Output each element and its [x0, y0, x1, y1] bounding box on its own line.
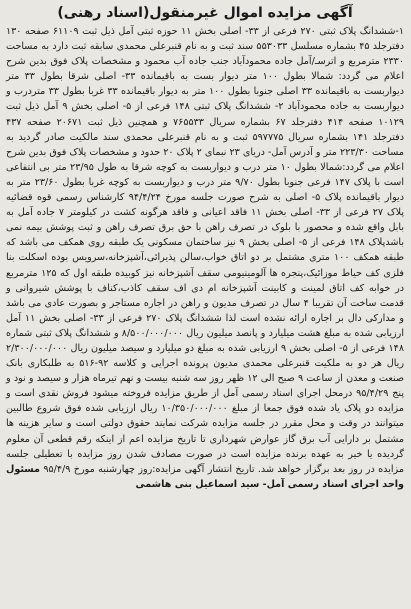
notice-body-text: ۱-ششدانگ پلاک ثبتی ۲۷۰ فرعی از ۳۳- اصلی بخش ۱۱ حوزه ثبتی آمل ذیل ثبت ۶۱۱۰۹ صفحه ۱۳۰ دفترجلد ۴۵ بشماره مسلسل ۵۵۳۰۳۳ سند ثبت و به نام قنبرعلی محمدی سابقه ثبت دارد به مساحت ۲۳۳۰ مترمربع و اترسـ/آمل جاده محمودآباد جنب جاده آب محمود و مشخصات پلاک فوق بدین شرح اعلام می گردد: شمالا بطول ۱۰۰ متر دیوار بست به باقیمانده ۳۳- اصلی شرقا بطول ۳۳ متر دیواربست به باقیمانده ۳۳ اصلی جنوبا بطول ۱۰۰ متر به دیوار باقیمانده ۳۳ غربا بطول ۳۳ متردرب و دیواربست به جاده محمودآباد ۲- ششدانگ پلاک ثبتی ۱۴۸ فرعی از ۵- اصلی بخش ۹ آمل ذیل ثبت ۱۰۱۲۹ صفحه ۴۱۴ دفترجلد ۶۷ بشماره سریال ۷۶۵۵۳۳ و همچنین ذیل ثبت ۲۰۶۷۱ صفحه ۴۳۷ دفترجلد ۱۴۱ بشماره سریال ۵۹۷۷۷۵ ثبت و به نام قنبرعلی محمدی سند مالکیت صادر گردید به مساحت ۲۲۳/۳۰ متر و آدرس آمل- دریای ۲۳ نبمای ۲ پلاک ۲۰ حدود و مشخصات پلاک فوق بدین شرح اعلام می گردد:شمالا بطول ۱۰ متر درب و دیواربست به کوچه شرقا به طول ۲۳/۹۵ متر بی انتفاعی است با پلاک ۱۴۷ فرعی جنوبا بطول ۹/۷۰ متر درب و دیواربست به کوچه غربا بطول ۲۳/۶۰ متر به دیوار باقیمانده پلاک ۵- اصلی به شرح صورت جلسه مورخ ۹۴/۴/۲۴ کارشناس رسمی قوه قضائیه پلاک ۲۷ فرعی از ۳۳- اصلی بخش ۱۱ فاقد اعیانی و فاقد هرگونه کشت در کیلومتر ۷ جاده آمل به بابل واقع شده و محصور با بلوک در تصرف راهن با حق برق تصرف راهن و ثبت پوشش بیمه نمی باشدپلاک ۱۴۸ فرعی از ۵- اصلی بخش ۹ نیز ساختمان مسکونی یک طبقه روی همکف می باشد که طبقه همکف ۱۰۰ متری مشتمل بر دو اتاق خواب،سالن پذیرائی،آشپزخانه،سرویس بوده اسکلت بنا فلزی کف حیاط موزائیک،پنجره ها آلومینیومی سقف آشپزخانه نیز کوبیده طبقه اول که ۱۲۵ مترمربع در خوابه کف اتاق لمینت و کابینت آشپزخانه ام دی اف سقف کاذب،کناف با پوشش شیروانی و قدمت ساخت آن تقریبا ۴ سال در تصرف مدیون و راهن در اجاره مستاجر و بصورت عادی می باشد و مدارکی دال بر اجاره ارائه نشده است لذا ششدانگ پلاک ۲۷۰ فرعی از ۳۳- اصلی بخش ۱۱ آمل ارزیابی شده به مبلغ هشت میلیارد و پانصد میلیون ریال ۸/۵۰۰/۰۰۰/۰۰۰ و ششدانگ پلاک ثبتی شماره ۱۴۸ فرعی از ۵- اصلی بخش ۹ ارزیابی شده به مبلغ دو میلیارد و سیصد میلیون ریال ۲/۳۰۰/۰۰۰/۰۰۰ ریال هر دو به ملکیت قنبرعلی محمدی مدیون پرونده اجرایی و کلاسه ۹۲-۵۱۶ به طلبکاری بانک صنعت و معدن از ساعت ۹ صبح الی ۱۲ ظهر روز سه شنبه بیست و نهم تیرماه هزار و سیصد و نود و پنج ۹۵/۴/۲۹ درمحل اجرای اسناد رسمی آمل از طریق مزایده فروخته میشود فروش نقدی است و مزایده دو پلاک یاد شده فوق جمعا از مبلغ ۱۰/۳۵۰/۰۰۰/۰۰۰ ریال ارزیابی شده فوق شروع طالبین میتوانند در وقت و محل مقرر در جلسه مزایده شرکت نمایند حقوق دولتی است و سایر هزینه ها مشتمل بر دارایی آب برق گاز عوارض شهرداری تا تاریخ مزایده اعم از اینکه رقم قطعی آن معلوم گردیده یا خیر به عهده برنده مزایده است در صورت مصادف شدن روز مزایده با تعطیلی جلسه مزایده در روز بعد برگزار خواهد شد. تاریخ انتشار آگهی مزایده:روز چهارشنبه مورخ ۹۵/۴/۹	[6, 26, 405, 475]
notice-title: آگهی مزایده اموال غیرمنقول(اسناد رهنی)	[57, 5, 353, 21]
notice-signature: مسئول واحد اجرای اسناد رسمی آمل- سید اسماعیل بنی هاشمی	[6, 463, 404, 490]
notice-body	[6, 24, 404, 492]
